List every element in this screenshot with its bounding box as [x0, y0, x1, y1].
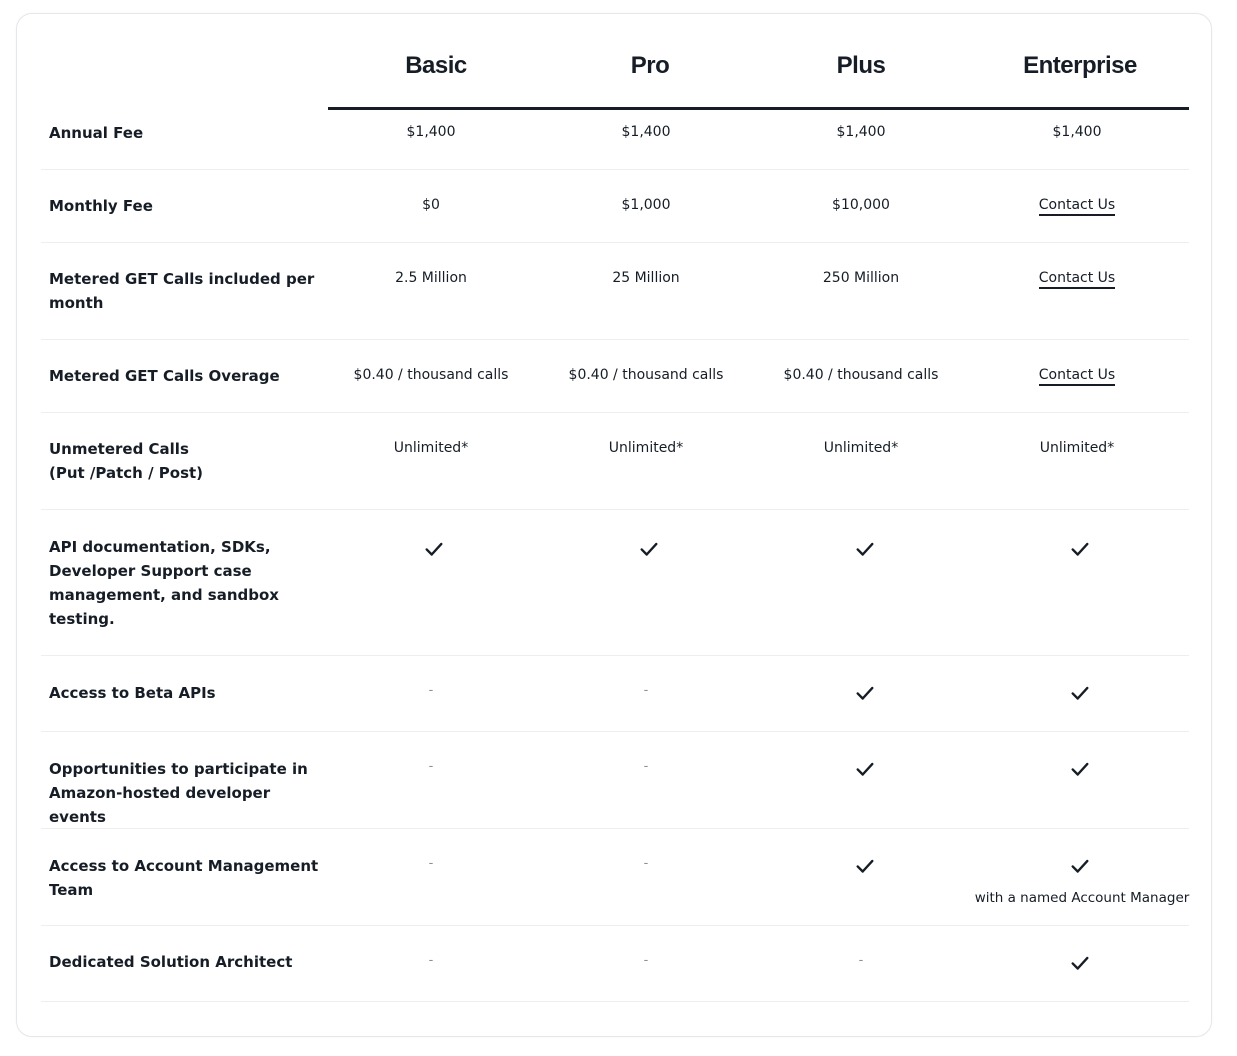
- checkmark-icon: [1069, 855, 1091, 877]
- cell-basic: 2.5 Million: [395, 270, 467, 286]
- cell-enterprise: [972, 952, 1188, 976]
- cell-basic: -: [428, 683, 434, 698]
- cell-pro: $1,400: [621, 124, 671, 140]
- cell-plus: $0.40 / thousand calls: [783, 367, 939, 383]
- cell-pro: $1,000: [621, 197, 671, 213]
- table-row-beta-apis: [41, 656, 1189, 732]
- cell-basic: $0: [422, 197, 440, 213]
- feature-label-line: Access to Account Management: [49, 857, 319, 875]
- checkmark-icon: [854, 855, 876, 877]
- cell-pro: $0.40 / thousand calls: [568, 367, 724, 383]
- table-row-developer-events: [41, 732, 1189, 829]
- plan-name-basic: Basic: [405, 52, 467, 79]
- cell-enterprise: Unlimited*: [1039, 440, 1115, 456]
- feature-label-line: Amazon-hosted developer events: [49, 784, 271, 826]
- table-row-metered-get-overage: [41, 340, 1189, 413]
- checkmark-icon: [854, 538, 876, 560]
- cell-plus: [757, 538, 973, 562]
- cell-plus: $10,000: [832, 197, 890, 213]
- cell-plus: 250 Million: [822, 270, 900, 286]
- checkmark-icon: [423, 538, 445, 560]
- table-row-monthly-fee: [41, 170, 1189, 243]
- account-manager-note: with a named Account Manager: [974, 890, 1190, 906]
- table-row-annual-fee: [41, 97, 1189, 170]
- cell-plus: [757, 855, 973, 879]
- feature-label-line: Opportunities to participate in: [49, 760, 308, 778]
- cell-enterprise: [969, 195, 1185, 215]
- checkmark-icon: [854, 682, 876, 704]
- feature-label-beta-apis: Access to Beta APIs: [49, 684, 216, 702]
- contact-us-link[interactable]: Contact Us: [1039, 270, 1115, 289]
- feature-label-metered-get-included: [49, 267, 319, 315]
- feature-label-line: Unmetered Calls: [49, 440, 189, 458]
- cell-basic: -: [428, 759, 434, 774]
- checkmark-icon: [1069, 682, 1091, 704]
- cell-pro: -: [643, 953, 649, 968]
- contact-us-link[interactable]: Contact Us: [1039, 367, 1115, 386]
- checkmark-icon: [1069, 952, 1091, 974]
- cell-basic: Unlimited*: [393, 440, 469, 456]
- cell-basic: -: [428, 856, 434, 871]
- table-row-account-management: [41, 829, 1189, 926]
- feature-label-line: Developer Support case: [49, 562, 252, 580]
- cell-basic: [326, 538, 542, 562]
- checkmark-icon: [638, 538, 660, 560]
- cell-pro: [541, 538, 757, 562]
- cell-plus: -: [858, 953, 864, 968]
- table-row-solution-architect: [41, 926, 1189, 1002]
- cell-enterprise: [972, 682, 1188, 706]
- cell-basic: $1,400: [406, 124, 456, 140]
- contact-us-link[interactable]: Contact Us: [1039, 197, 1115, 216]
- feature-label-solution-architect: Dedicated Solution Architect: [49, 953, 293, 971]
- feature-label-line: Metered GET Calls included per: [49, 270, 315, 288]
- cell-plus: [757, 682, 973, 706]
- checkmark-icon: [1069, 538, 1091, 560]
- feature-label-unmetered-calls: [49, 437, 319, 485]
- cell-plus: $1,400: [836, 124, 886, 140]
- feature-label-metered-get-overage: Metered GET Calls Overage: [49, 367, 280, 385]
- feature-label-annual-fee: Annual Fee: [49, 124, 144, 142]
- feature-label-line: Team: [49, 881, 94, 899]
- checkmark-icon: [1069, 758, 1091, 780]
- cell-plus: Unlimited*: [823, 440, 899, 456]
- cell-pro: -: [643, 759, 649, 774]
- table-row-metered-get-included: [41, 243, 1189, 340]
- cell-plus: [757, 758, 973, 782]
- cell-enterprise: [972, 855, 1188, 879]
- feature-label-line: (Put /Patch / Post): [49, 464, 204, 482]
- feature-label-line: management, and sandbox: [49, 586, 279, 604]
- plan-header-row: [328, 13, 1189, 110]
- cell-basic: $0.40 / thousand calls: [353, 367, 509, 383]
- cell-enterprise: [969, 268, 1185, 288]
- cell-pro: -: [643, 683, 649, 698]
- cell-enterprise: [972, 538, 1188, 562]
- cell-pro: -: [643, 856, 649, 871]
- cell-pro: Unlimited*: [608, 440, 684, 456]
- feature-label-line: testing.: [49, 610, 115, 628]
- feature-label-developer-events: [49, 757, 319, 829]
- cell-basic: -: [428, 953, 434, 968]
- feature-label-monthly-fee: Monthly Fee: [49, 197, 153, 215]
- table-row-unmetered-calls: [41, 413, 1189, 510]
- cell-enterprise: $1,400: [1052, 124, 1102, 140]
- feature-label-api-docs: [49, 535, 319, 631]
- plan-name-enterprise: Enterprise: [1023, 52, 1137, 79]
- cell-enterprise: [969, 365, 1185, 385]
- plan-name-pro: Pro: [630, 52, 670, 79]
- cell-enterprise: [972, 758, 1188, 782]
- table-row-api-docs: [41, 510, 1189, 656]
- checkmark-icon: [854, 758, 876, 780]
- feature-label-line: month: [49, 294, 104, 312]
- feature-label-account-management: [49, 854, 319, 902]
- cell-pro: 25 Million: [612, 270, 680, 286]
- feature-label-line: API documentation, SDKs,: [49, 538, 271, 556]
- plan-name-plus: Plus: [836, 52, 886, 79]
